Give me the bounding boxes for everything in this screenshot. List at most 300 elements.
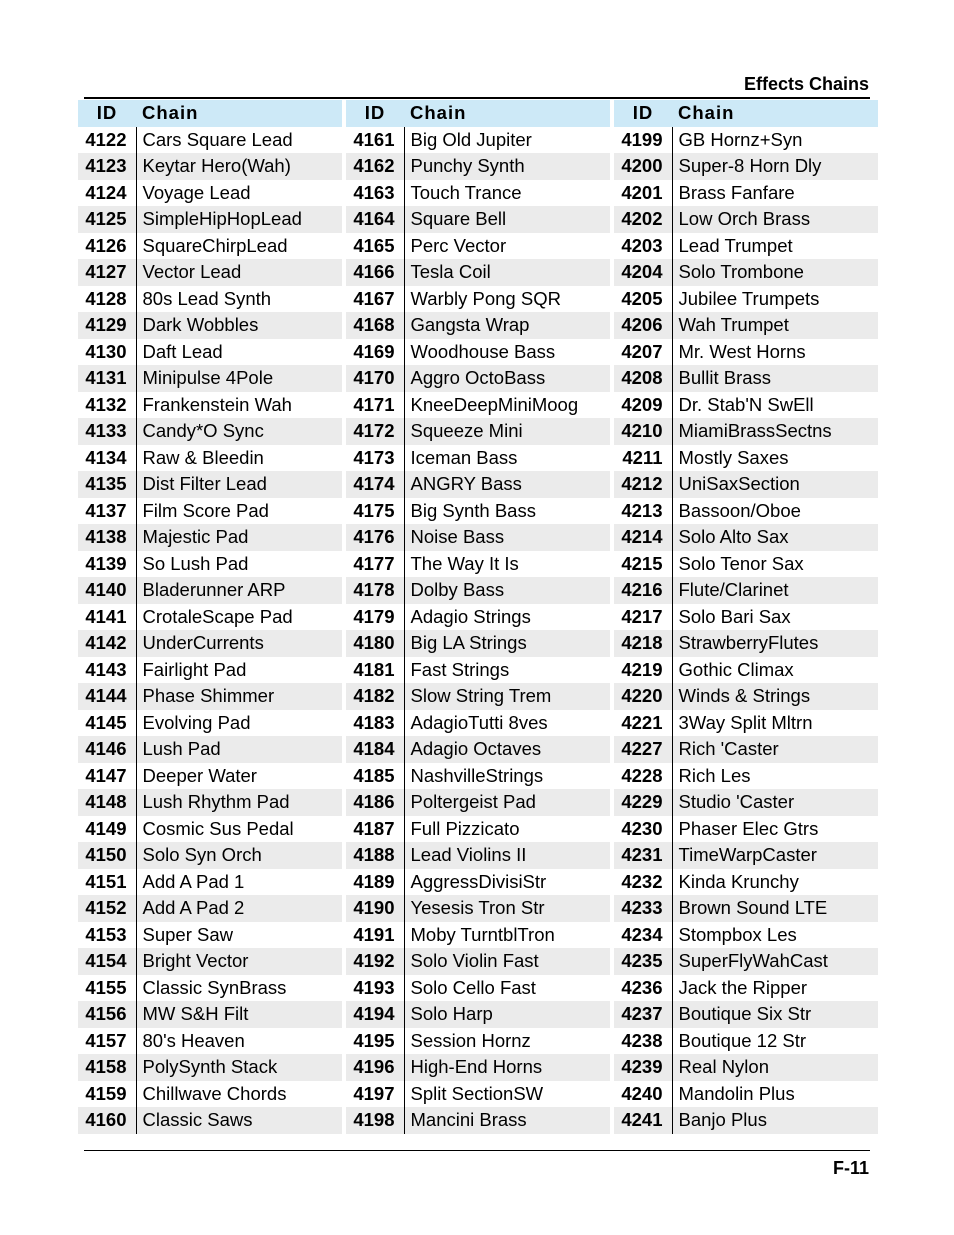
chain-name: Solo Harp bbox=[404, 1001, 610, 1028]
chain-name: Kinda Krunchy bbox=[678, 870, 799, 892]
table-row bbox=[614, 683, 878, 710]
chain-name: Rich 'Caster bbox=[672, 736, 878, 763]
chain-id: 4185 bbox=[346, 763, 404, 790]
table-row bbox=[346, 763, 610, 790]
section-title: Effects Chains bbox=[743, 74, 869, 94]
chain-id: 4189 bbox=[346, 869, 404, 896]
chain-name: Vector Lead bbox=[136, 259, 342, 286]
table-row bbox=[614, 339, 878, 366]
table-row bbox=[614, 445, 878, 472]
chain-id: 4236 bbox=[614, 975, 672, 1002]
chain-id: 4204 bbox=[614, 259, 672, 286]
chain-id: 4200 bbox=[614, 153, 672, 180]
table-row bbox=[346, 736, 610, 763]
chain-id: 4218 bbox=[614, 630, 672, 657]
effects-table-column-2 bbox=[346, 100, 610, 1134]
table-row bbox=[614, 789, 878, 816]
chain-name: StrawberryFlutes bbox=[672, 630, 878, 657]
table-row bbox=[78, 683, 342, 710]
chain-id: 4173 bbox=[346, 445, 404, 472]
chain-name: Add A Pad 1 bbox=[142, 870, 245, 892]
chain-id: 4169 bbox=[346, 339, 404, 366]
chain-name: Woodhouse Bass bbox=[410, 340, 556, 362]
chain-name: Gangsta Wrap bbox=[404, 312, 610, 339]
chain-name: Classic SynBrass bbox=[142, 976, 287, 998]
table-row bbox=[346, 312, 610, 339]
chain-id: 4241 bbox=[614, 1107, 672, 1134]
chain-name: Brown Sound LTE bbox=[672, 895, 878, 922]
table-row bbox=[346, 445, 610, 472]
chain-id: 4207 bbox=[614, 339, 672, 366]
table-row bbox=[614, 498, 878, 525]
chain-name: Super Saw bbox=[142, 923, 233, 945]
chain-id: 4143 bbox=[78, 657, 136, 684]
table-row bbox=[78, 922, 342, 949]
table-row bbox=[346, 286, 610, 313]
chain-name: MW S&H Filt bbox=[136, 1001, 342, 1028]
table-row bbox=[346, 259, 610, 286]
chain-name: Real Nylon bbox=[672, 1054, 878, 1081]
chain-id: 4160 bbox=[78, 1107, 136, 1134]
chain-name: GB Hornz+Syn bbox=[678, 128, 803, 150]
chain-id: 4171 bbox=[346, 392, 404, 419]
chain-id: 4131 bbox=[78, 365, 136, 392]
chain-name: Bassoon/Oboe bbox=[678, 499, 801, 521]
chain-id: 4234 bbox=[614, 922, 672, 949]
table-row bbox=[78, 816, 342, 843]
chain-id: 4166 bbox=[346, 259, 404, 286]
chain-name: Add A Pad 2 bbox=[136, 895, 342, 922]
table-row bbox=[346, 471, 610, 498]
chain-name: Iceman Bass bbox=[410, 446, 518, 468]
table-row bbox=[346, 577, 610, 604]
bottom-rule bbox=[84, 1150, 870, 1151]
chain-name: MiamiBrassSectns bbox=[672, 418, 878, 445]
chain-name: Flute/Clarinet bbox=[672, 577, 878, 604]
chain-name: Mr. West Horns bbox=[678, 340, 806, 362]
chain-id: 4139 bbox=[78, 551, 136, 578]
chain-name: Solo Violin Fast bbox=[404, 948, 610, 975]
chain-name: Super-8 Horn Dly bbox=[672, 153, 878, 180]
chain-name: Banjo Plus bbox=[672, 1107, 878, 1134]
chain-name: Solo Bari Sax bbox=[678, 605, 791, 627]
chain-name: Dolby Bass bbox=[404, 577, 610, 604]
table-row bbox=[614, 286, 878, 313]
chain-id: 4146 bbox=[78, 736, 136, 763]
table-row bbox=[78, 286, 342, 313]
table-row bbox=[614, 471, 878, 498]
chain-name: Daft Lead bbox=[142, 340, 223, 362]
chain-id: 4188 bbox=[346, 842, 404, 869]
chain-id: 4128 bbox=[78, 286, 136, 313]
table-row bbox=[614, 233, 878, 260]
chain-id: 4210 bbox=[614, 418, 672, 445]
table-row bbox=[346, 392, 610, 419]
chain-name: Lead Trumpet bbox=[678, 234, 793, 256]
chain-id: 4132 bbox=[78, 392, 136, 419]
table-row bbox=[346, 153, 610, 180]
chain-id: 4203 bbox=[614, 233, 672, 260]
table-row bbox=[78, 630, 342, 657]
chain-name: 80s Lead Synth bbox=[142, 287, 272, 309]
chain-name: Keytar Hero(Wah) bbox=[136, 153, 342, 180]
chain-id: 4211 bbox=[614, 445, 672, 472]
chain-name: Classic Saws bbox=[136, 1107, 342, 1134]
chain-id: 4187 bbox=[346, 816, 404, 843]
chain-name: Adagio Octaves bbox=[404, 736, 610, 763]
chain-id: 4215 bbox=[614, 551, 672, 578]
table-row bbox=[614, 524, 878, 551]
table-row bbox=[346, 789, 610, 816]
chain-name: ANGRY Bass bbox=[404, 471, 610, 498]
chain-id: 4181 bbox=[346, 657, 404, 684]
chain-name: Lead Violins II bbox=[404, 842, 610, 869]
table-header-row bbox=[78, 100, 342, 127]
chain-id: 4147 bbox=[78, 763, 136, 790]
table-row bbox=[346, 948, 610, 975]
table-row bbox=[614, 418, 878, 445]
chain-name: The Way It Is bbox=[410, 552, 519, 574]
chain-name: Solo Syn Orch bbox=[136, 842, 342, 869]
table-row bbox=[78, 1001, 342, 1028]
table-row bbox=[614, 551, 878, 578]
chain-name: UnderCurrents bbox=[136, 630, 342, 657]
chain-name: Split SectionSW bbox=[410, 1082, 544, 1104]
chain-id: 4239 bbox=[614, 1054, 672, 1081]
chain-id: 4140 bbox=[78, 577, 136, 604]
chain-id: 4123 bbox=[78, 153, 136, 180]
chain-name: Poltergeist Pad bbox=[404, 789, 610, 816]
chain-name: Boutique 12 Str bbox=[678, 1029, 807, 1051]
chain-name: Stompbox Les bbox=[678, 923, 797, 945]
chain-id: 4145 bbox=[78, 710, 136, 737]
id-column-header: ID bbox=[346, 100, 404, 127]
chain-id: 4183 bbox=[346, 710, 404, 737]
chain-id: 4175 bbox=[346, 498, 404, 525]
chain-name: Session Hornz bbox=[410, 1029, 531, 1051]
chain-name: Bullit Brass bbox=[672, 365, 878, 392]
chain-name: Punchy Synth bbox=[404, 153, 610, 180]
chain-name: PolySynth Stack bbox=[136, 1054, 342, 1081]
chain-name: Chillwave Chords bbox=[142, 1082, 287, 1104]
chain-id: 4217 bbox=[614, 604, 672, 631]
table-row bbox=[346, 365, 610, 392]
chain-name: Jack the Ripper bbox=[678, 976, 808, 998]
table-row bbox=[614, 206, 878, 233]
chain-id: 4158 bbox=[78, 1054, 136, 1081]
chain-name: Mancini Brass bbox=[404, 1107, 610, 1134]
page-number: F-11 bbox=[832, 1158, 869, 1178]
chain-id: 4197 bbox=[346, 1081, 404, 1108]
table-row bbox=[614, 365, 878, 392]
table-row bbox=[614, 895, 878, 922]
table-row bbox=[78, 1054, 342, 1081]
chain-id: 4195 bbox=[346, 1028, 404, 1055]
chain-id: 4141 bbox=[78, 604, 136, 631]
table-row bbox=[78, 763, 342, 790]
chain-id: 4167 bbox=[346, 286, 404, 313]
chain-id: 4235 bbox=[614, 948, 672, 975]
chain-id: 4125 bbox=[78, 206, 136, 233]
table-row bbox=[614, 975, 878, 1002]
chain-name: SimpleHipHopLead bbox=[136, 206, 342, 233]
effects-table bbox=[78, 100, 342, 1134]
top-rule bbox=[84, 97, 870, 99]
chain-id: 4126 bbox=[78, 233, 136, 260]
chain-id: 4186 bbox=[346, 789, 404, 816]
chain-name: KneeDeepMiniMoog bbox=[410, 393, 579, 415]
chain-id: 4194 bbox=[346, 1001, 404, 1028]
chain-id: 4137 bbox=[78, 498, 136, 525]
chain-name: Raw & Bleedin bbox=[142, 446, 264, 468]
chain-name: Dark Wobbles bbox=[136, 312, 342, 339]
table-row bbox=[346, 1107, 610, 1134]
chain-name: SuperFlyWahCast bbox=[672, 948, 878, 975]
table-row bbox=[78, 471, 342, 498]
chain-id: 4193 bbox=[346, 975, 404, 1002]
chain-name: Rich Les bbox=[678, 764, 751, 786]
chain-id: 4208 bbox=[614, 365, 672, 392]
chain-name: AggressDivisiStr bbox=[410, 870, 547, 892]
chain-name: Fast Strings bbox=[410, 658, 510, 680]
chain-id: 4179 bbox=[346, 604, 404, 631]
table-row bbox=[346, 895, 610, 922]
table-row bbox=[614, 1081, 878, 1108]
table-row bbox=[78, 842, 342, 869]
table-row bbox=[78, 1028, 342, 1055]
chain-name: Noise Bass bbox=[404, 524, 610, 551]
chain-id: 4151 bbox=[78, 869, 136, 896]
chain-id: 4178 bbox=[346, 577, 404, 604]
chain-name: Cosmic Sus Pedal bbox=[142, 817, 294, 839]
table-row bbox=[614, 630, 878, 657]
chain-id: 4164 bbox=[346, 206, 404, 233]
table-row bbox=[78, 524, 342, 551]
table-row bbox=[614, 392, 878, 419]
chain-id: 4219 bbox=[614, 657, 672, 684]
chain-id: 4129 bbox=[78, 312, 136, 339]
chain-id: 4142 bbox=[78, 630, 136, 657]
chain-id: 4124 bbox=[78, 180, 136, 207]
chain-name: Moby TurntblTron bbox=[410, 923, 555, 945]
chain-id: 4229 bbox=[614, 789, 672, 816]
table-row bbox=[78, 895, 342, 922]
chain-id: 4212 bbox=[614, 471, 672, 498]
table-row bbox=[614, 153, 878, 180]
chain-name: Dist Filter Lead bbox=[136, 471, 342, 498]
chain-name: Aggro OctoBass bbox=[404, 365, 610, 392]
table-row bbox=[614, 736, 878, 763]
table-row bbox=[78, 339, 342, 366]
table-row bbox=[78, 789, 342, 816]
chain-id: 4161 bbox=[346, 127, 404, 154]
table-row bbox=[78, 975, 342, 1002]
chain-column-header: Chain bbox=[672, 100, 878, 127]
chain-id: 4134 bbox=[78, 445, 136, 472]
table-row bbox=[614, 259, 878, 286]
chain-name: 80's Heaven bbox=[142, 1029, 245, 1051]
table-row bbox=[346, 1081, 610, 1108]
table-row bbox=[346, 233, 610, 260]
table-row bbox=[346, 1028, 610, 1055]
chain-id: 4156 bbox=[78, 1001, 136, 1028]
chain-id: 4214 bbox=[614, 524, 672, 551]
table-row bbox=[78, 551, 342, 578]
table-row bbox=[78, 312, 342, 339]
chain-id: 4180 bbox=[346, 630, 404, 657]
chain-name: Solo Alto Sax bbox=[672, 524, 878, 551]
chain-name: Big LA Strings bbox=[404, 630, 610, 657]
table-row bbox=[346, 630, 610, 657]
chain-column-header: Chain bbox=[404, 100, 610, 127]
chain-id: 4240 bbox=[614, 1081, 672, 1108]
chain-id: 4209 bbox=[614, 392, 672, 419]
chain-id: 4155 bbox=[78, 975, 136, 1002]
table-row bbox=[78, 1107, 342, 1134]
chain-id: 4191 bbox=[346, 922, 404, 949]
chain-id: 4213 bbox=[614, 498, 672, 525]
chain-name: TimeWarpCaster bbox=[672, 842, 878, 869]
chain-name: Winds & Strings bbox=[672, 683, 878, 710]
chain-id: 4174 bbox=[346, 471, 404, 498]
chain-name: SquareChirpLead bbox=[142, 234, 288, 256]
chain-name: Mandolin Plus bbox=[678, 1082, 795, 1104]
table-row bbox=[614, 710, 878, 737]
table-row bbox=[346, 498, 610, 525]
id-column-header: ID bbox=[614, 100, 672, 127]
table-row bbox=[78, 392, 342, 419]
chain-id: 4153 bbox=[78, 922, 136, 949]
chain-id: 4163 bbox=[346, 180, 404, 207]
table-row bbox=[614, 312, 878, 339]
chain-id: 4201 bbox=[614, 180, 672, 207]
table-row bbox=[346, 869, 610, 896]
chain-name: Cars Square Lead bbox=[142, 128, 293, 150]
table-row bbox=[346, 1001, 610, 1028]
chain-name: Low Orch Brass bbox=[672, 206, 878, 233]
table-row bbox=[78, 604, 342, 631]
chain-name: Majestic Pad bbox=[136, 524, 342, 551]
chain-name: Tesla Coil bbox=[404, 259, 610, 286]
table-row bbox=[346, 551, 610, 578]
chain-id: 4165 bbox=[346, 233, 404, 260]
chain-name: Lush Rhythm Pad bbox=[136, 789, 342, 816]
chain-name: NashvilleStrings bbox=[410, 764, 544, 786]
chain-name: Gothic Climax bbox=[678, 658, 794, 680]
table-row bbox=[614, 604, 878, 631]
table-row bbox=[78, 736, 342, 763]
chain-name: Big Synth Bass bbox=[410, 499, 536, 521]
chain-name: Squeeze Mini bbox=[404, 418, 610, 445]
table-row bbox=[346, 975, 610, 1002]
chain-id: 4220 bbox=[614, 683, 672, 710]
chain-name: Lush Pad bbox=[136, 736, 342, 763]
chain-id: 4237 bbox=[614, 1001, 672, 1028]
table-row bbox=[78, 498, 342, 525]
effects-table bbox=[614, 100, 878, 1134]
table-row bbox=[346, 922, 610, 949]
chain-id: 4176 bbox=[346, 524, 404, 551]
table-row bbox=[78, 710, 342, 737]
chain-id: 4138 bbox=[78, 524, 136, 551]
chain-name: CrotaleScape Pad bbox=[142, 605, 293, 627]
chain-name: Yesesis Tron Str bbox=[404, 895, 610, 922]
table-row bbox=[614, 577, 878, 604]
chain-id: 4205 bbox=[614, 286, 672, 313]
chain-name: Bladerunner ARP bbox=[136, 577, 342, 604]
table-row bbox=[346, 604, 610, 631]
chain-id: 4216 bbox=[614, 577, 672, 604]
table-row bbox=[346, 816, 610, 843]
chain-name: Slow String Trem bbox=[404, 683, 610, 710]
table-row bbox=[78, 948, 342, 975]
table-header-row bbox=[346, 100, 610, 127]
effects-table-column-1 bbox=[78, 100, 342, 1134]
chain-name: Adagio Strings bbox=[410, 605, 531, 627]
chain-id: 4159 bbox=[78, 1081, 136, 1108]
table-row bbox=[78, 259, 342, 286]
chain-id: 4233 bbox=[614, 895, 672, 922]
table-row bbox=[614, 657, 878, 684]
table-row bbox=[78, 206, 342, 233]
chain-id: 4144 bbox=[78, 683, 136, 710]
table-row bbox=[614, 922, 878, 949]
effects-table bbox=[346, 100, 610, 1134]
chain-id: 4196 bbox=[346, 1054, 404, 1081]
chain-name: Film Score Pad bbox=[142, 499, 269, 521]
chain-name: Bright Vector bbox=[136, 948, 342, 975]
table-row bbox=[614, 816, 878, 843]
effects-table-column-3 bbox=[614, 100, 878, 1134]
table-row bbox=[346, 180, 610, 207]
chain-id: 4190 bbox=[346, 895, 404, 922]
table-row bbox=[78, 418, 342, 445]
chain-name: Square Bell bbox=[404, 206, 610, 233]
chain-name: Solo Tenor Sax bbox=[678, 552, 804, 574]
chain-id: 4177 bbox=[346, 551, 404, 578]
chain-id: 4127 bbox=[78, 259, 136, 286]
chain-id: 4162 bbox=[346, 153, 404, 180]
table-row bbox=[346, 657, 610, 684]
chain-name: Deeper Water bbox=[142, 764, 257, 786]
chain-name: Touch Trance bbox=[410, 181, 522, 203]
chain-name: High-End Horns bbox=[404, 1054, 610, 1081]
chain-id: 4130 bbox=[78, 339, 136, 366]
chain-name: So Lush Pad bbox=[142, 552, 249, 574]
chain-id: 4149 bbox=[78, 816, 136, 843]
table-row bbox=[346, 206, 610, 233]
chain-name: Warbly Pong SQR bbox=[410, 287, 561, 309]
chain-name: Dr. Stab'N SwEll bbox=[678, 393, 814, 415]
table-row bbox=[78, 127, 342, 154]
chain-id: 4135 bbox=[78, 471, 136, 498]
table-row bbox=[614, 1107, 878, 1134]
table-row bbox=[346, 127, 610, 154]
chain-name: Candy*O Sync bbox=[136, 418, 342, 445]
chain-column-header: Chain bbox=[136, 100, 342, 127]
chain-name: Wah Trumpet bbox=[672, 312, 878, 339]
chain-id: 4182 bbox=[346, 683, 404, 710]
table-row bbox=[346, 524, 610, 551]
table-row bbox=[78, 577, 342, 604]
table-row bbox=[346, 418, 610, 445]
chain-id: 4184 bbox=[346, 736, 404, 763]
table-row bbox=[614, 1054, 878, 1081]
chain-name: Jubilee Trumpets bbox=[678, 287, 820, 309]
chain-name: Studio 'Caster bbox=[672, 789, 878, 816]
table-row bbox=[78, 1081, 342, 1108]
chain-id: 4227 bbox=[614, 736, 672, 763]
